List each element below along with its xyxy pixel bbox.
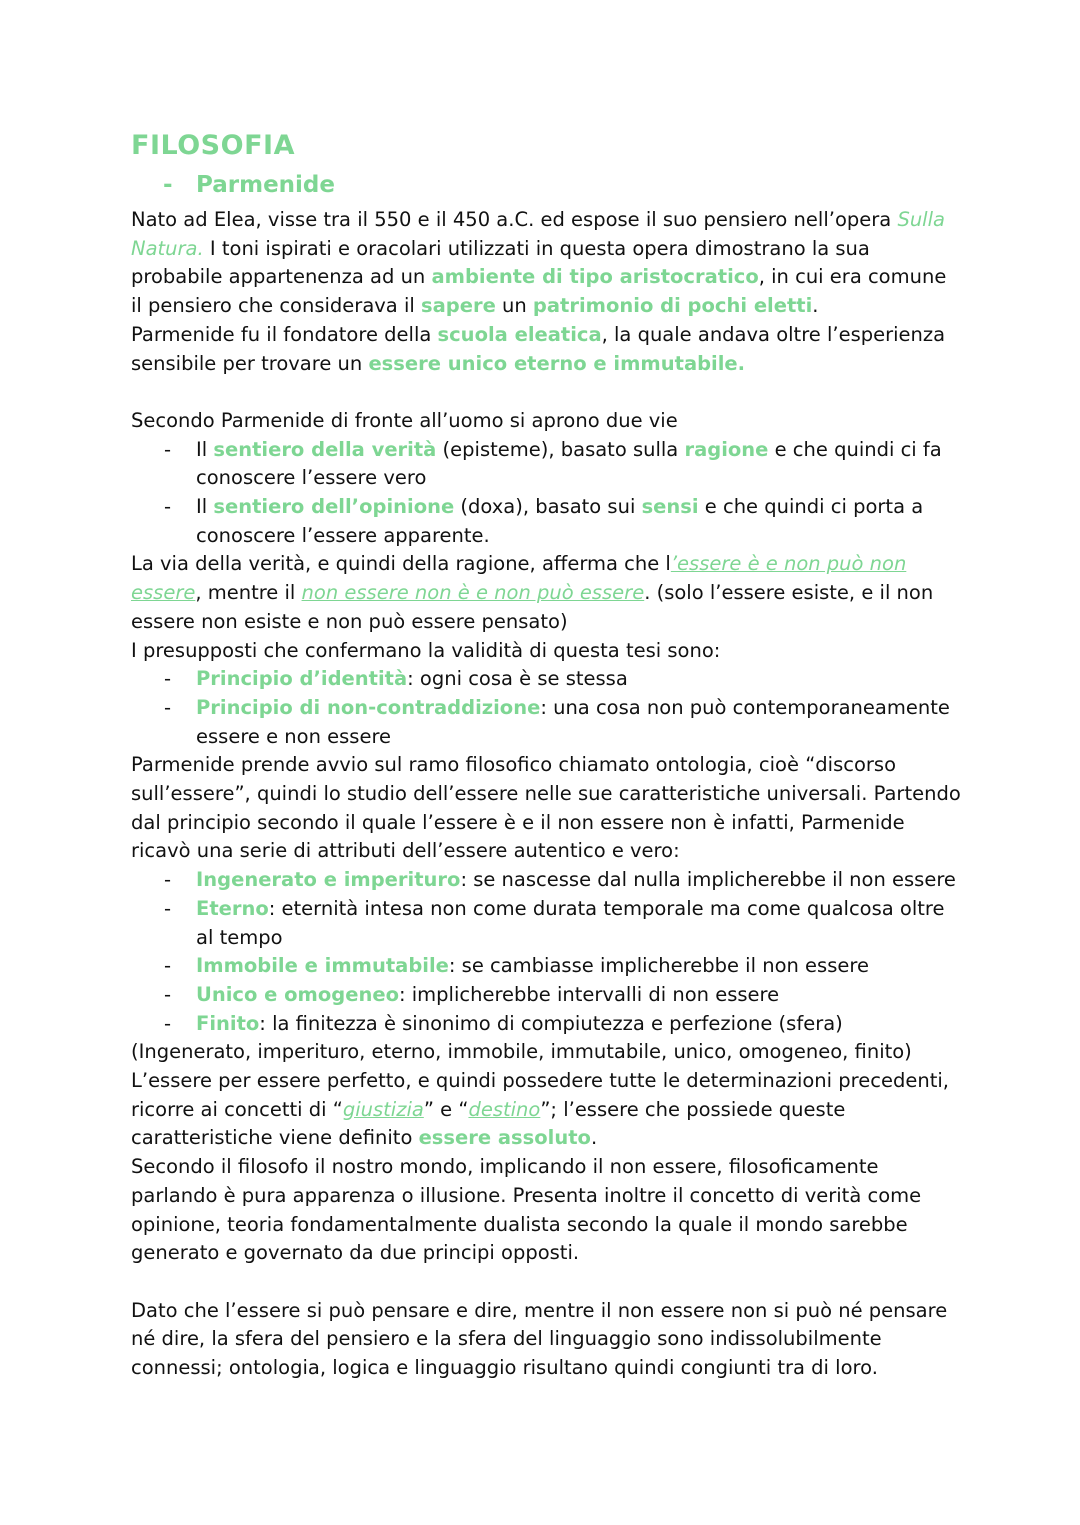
text: , in cui era comune il pensiero che considerava il	[131, 265, 947, 318]
page-title: FILOSOFIA	[131, 130, 295, 161]
text: .	[812, 294, 819, 318]
highlight: ambiente di tipo aristocratico	[431, 265, 759, 289]
highlight: Principio di non-contraddizione	[196, 695, 541, 719]
paragraph-via-verita	[131, 550, 961, 636]
document-body	[131, 206, 961, 1383]
highlight: Finito	[196, 1011, 260, 1035]
highlight: patrimonio di pochi eletti	[532, 294, 813, 318]
section-heading	[163, 172, 335, 198]
section-heading-text: Parmenide	[196, 172, 335, 198]
list-item	[131, 694, 961, 751]
paragraph-mondo: Secondo il filosofo il nostro mondo, implicando il non essere, filosoficamente parlando è pura apparenza o illusione. Presenta inoltre il concetto di verità come opinione, teoria fondamentalmente dualista secondo la quale il mondo sarebbe generato e governato da due principi opposti.	[131, 1155, 922, 1265]
list-item	[131, 895, 961, 952]
text: .	[590, 1126, 598, 1150]
text: , la quale andava oltre l’esperienza sensibile per trovare un	[131, 322, 946, 375]
text: L’essere per essere perfetto, e quindi possedere tutte le determinazioni precedenti, ricorre ai concetti di “	[131, 1069, 949, 1121]
list-item	[131, 493, 961, 550]
list-item	[131, 665, 961, 694]
list-item	[131, 981, 961, 1010]
text: . (solo l’essere esiste, e il non essere non esiste e non può essere pensato)	[131, 581, 934, 633]
text: ”; l’essere che possiede queste caratteristiche viene definito	[131, 1097, 846, 1150]
paragraph-presupposti: I presupposti che confermano la validità di questa tesi sono:	[131, 638, 721, 662]
text: La via della verità, e quindi della ragione, afferma che l	[131, 552, 671, 576]
text: Il	[196, 495, 214, 519]
text: e che quindi ci porta a conoscere l’essere apparente.	[196, 495, 924, 547]
attributi-list	[131, 866, 961, 1038]
heading-dash: -	[163, 172, 173, 198]
text: I toni ispirati e oracolari utilizzati in questa opera dimostrano la sua probabile appartenenza ad un	[131, 236, 870, 289]
highlight: Unico e omogeneo	[196, 982, 399, 1006]
highlight: sentiero della verità	[213, 437, 437, 461]
text: ” e “	[423, 1097, 469, 1121]
text: (doxa), basato sui	[454, 495, 642, 519]
highlight: sentiero dell’opinione	[213, 495, 455, 519]
text: , mentre il	[195, 581, 302, 605]
highlight: Immobile e immutabile	[196, 954, 449, 978]
highlight: sapere	[421, 294, 496, 318]
highlight: Ingenerato e imperituro	[196, 868, 461, 892]
highlight: sensi	[641, 495, 699, 519]
text: Il	[196, 437, 214, 461]
text: : ogni cosa è se stessa	[407, 667, 628, 691]
paragraph-gap	[131, 1268, 961, 1297]
text: (episteme), basato sulla	[436, 437, 685, 461]
text: : se nascesse dal nulla implicherebbe il non essere	[460, 868, 956, 892]
highlight: Eterno	[196, 896, 269, 920]
list-item	[131, 952, 961, 981]
list-item	[131, 1010, 961, 1039]
text: : una cosa non può contemporaneamente essere e non essere	[196, 695, 950, 748]
text: e che quindi ci fa conoscere l’essere vero	[196, 437, 942, 490]
list-item	[131, 866, 961, 895]
highlight-italic: giustizia	[342, 1097, 424, 1121]
text: Nato ad Elea, visse tra il 550 e il 450 a.C. ed espose il suo pensiero nell’opera	[131, 208, 898, 231]
paragraph-linguaggio: Dato che l’essere si può pensare e dire, mentre il non essere non si può né pensare né dire, la sfera del pensiero e la sfera del linguaggio sono indissolubilmente connessi; ontologia, logica e linguaggio risultano quindi congiunti tra di loro.	[131, 1298, 948, 1380]
paragraph-intro	[131, 206, 961, 321]
principi-list	[131, 665, 961, 751]
paragraph-due-vie: Secondo Parmenide di fronte all’uomo si aprono due vie	[131, 408, 678, 432]
paragraph-ontologia: Parmenide prende avvio sul ramo filosofico chiamato ontologia, cioè “discorso sull’essere”, quindi lo studio dell’essere nelle sue caratteristiche universali. Partendo dal principio secondo il quale l’essere è e il non essere non è infatti, Parmenide ricavò una serie di attributi dell’essere autentico e vero:	[131, 753, 961, 863]
text: : se cambiasse implicherebbe il non essere	[448, 954, 869, 978]
text: : implicherebbe intervalli di non essere	[398, 982, 780, 1006]
text: : eternità intesa non come durata temporale ma come qualcosa oltre al tempo	[196, 896, 945, 949]
paragraph-summary: (Ingenerato, imperituro, eterno, immobile, immutabile, unico, omogeneo, finito)	[131, 1040, 912, 1064]
highlight: ragione	[684, 437, 769, 461]
highlight-italic: destino	[468, 1097, 541, 1121]
paragraph-essere-assoluto	[131, 1067, 961, 1153]
vie-list	[131, 436, 961, 551]
text: un	[495, 294, 533, 318]
highlight-italic: Sulla Natura.	[131, 208, 945, 260]
text: Parmenide fu il fondatore della	[131, 322, 438, 346]
highlight: scuola eleatica	[437, 322, 602, 346]
highlight: essere assoluto	[418, 1126, 591, 1150]
text: : la finitezza è sinonimo di compiutezza e perfezione (sfera)	[259, 1011, 843, 1035]
paragraph-scuola	[131, 321, 961, 378]
paragraph-gap	[131, 378, 961, 407]
highlight: essere unico eterno e immutabile.	[368, 351, 746, 375]
highlight: Principio d’identità	[196, 667, 408, 691]
highlight-italic: non essere non è e non può essere	[301, 581, 645, 605]
list-item	[131, 436, 961, 493]
highlight-italic: ’essere è e non può non essere	[131, 552, 907, 605]
